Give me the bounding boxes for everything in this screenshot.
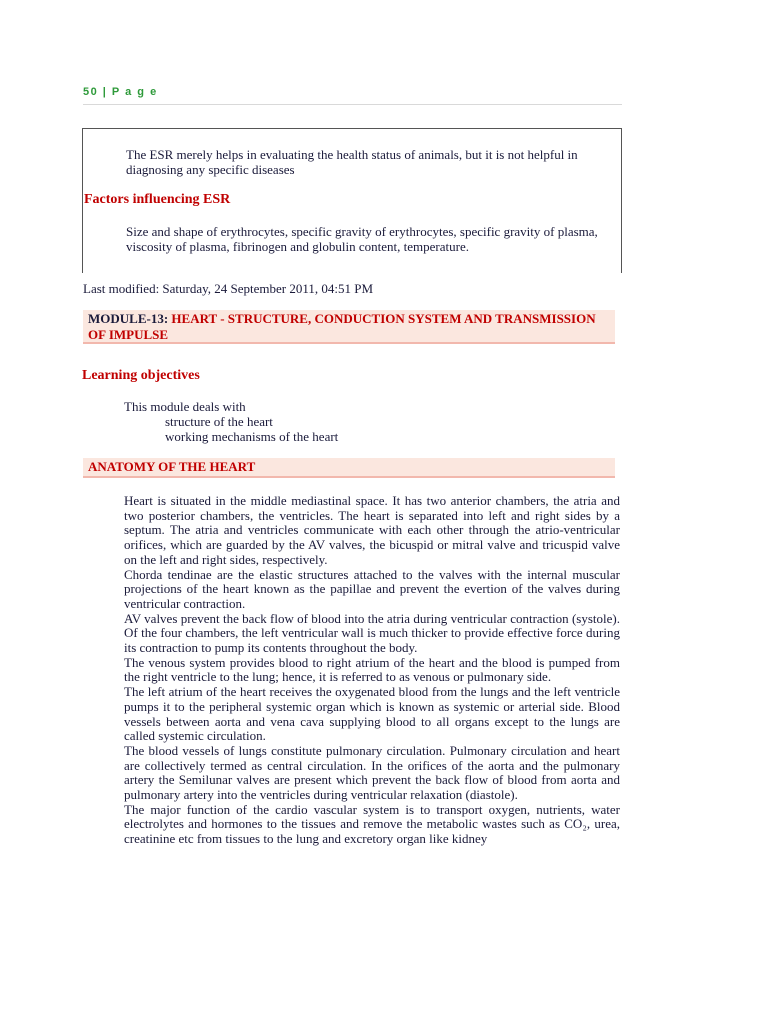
- body-paragraph: The venous system provides blood to right atrium of the heart and the blood is pumped from the right ventricle to the lung; hence, it is referred to as venous or pulmonary side.: [124, 654, 620, 685]
- esr-info-box: [82, 128, 622, 273]
- last-modified: Last modified: Saturday, 24 September 2011, 04:51 PM: [83, 281, 374, 296]
- body-paragraph: The blood vessels of lungs constitute pulmonary circulation. Pulmonary circulation and heart are collectively termed as central circulation. In the orifices of the aorta and the pulmonary artery the Semilunar valves are present which prevent the back flow of blood from aorta and pulmonary artery into the ventricles during ventricular relaxation (diastole).: [124, 742, 620, 803]
- module-title: HEART - STRUCTURE, CONDUCTION SYSTEM AND TRANSMISSION OF IMPULSE: [88, 311, 596, 342]
- anatomy-body: [124, 494, 620, 847]
- page-number-header: 50 | P a g e: [83, 86, 622, 105]
- esr-paragraph: The ESR merely helps in evaluating the health status of animals, but it is not helpful in diagnosing any specific diseases: [126, 147, 578, 177]
- body-paragraph: AV valves prevent the back flow of blood into the atria during ventricular contraction (systole). Of the four chambers, the left ventricular wall is much thicker to provide effective force during its contraction to pump its contents throughout the body.: [124, 610, 620, 656]
- body-paragraph: The major function of the cardio vascular system is to transport oxygen, nutrients, water electrolytes and hormones to the tissues and remove the metabolic wastes such as CO₂, urea, creatinine etc from tissues to the lung and excretory organ like kidney: [124, 801, 620, 847]
- module-title-band: [83, 310, 615, 344]
- factors-heading: Factors influencing ESR: [84, 192, 231, 207]
- learning-objectives-heading: Learning objectives: [82, 368, 200, 383]
- objective-item: working mechanisms of the heart: [165, 429, 339, 444]
- anatomy-heading: ANATOMY OF THE HEART: [83, 458, 615, 478]
- factors-paragraph: Size and shape of erythrocytes, specific gravity of erythrocytes, specific gravity of plasma, viscosity of plasma, fibrinogen and globulin content, temperature.: [126, 224, 598, 254]
- objective-item: structure of the heart: [165, 414, 273, 429]
- body-paragraph: Chorda tendinae are the elastic structures attached to the valves with the internal muscular projections of the heart known as the papillae and prevent the evertion of the valves during ventricular contraction.: [124, 566, 620, 611]
- module-label: MODULE-13:: [88, 311, 172, 326]
- body-paragraph: Heart is situated in the middle mediastinal space. It has two anterior chambers, the atria and two posterior chambers, the ventricles. The heart is separated into left and right sides by a septum. The atria and ventricles communicate with each other through the atrio-ventricular orifices, which are guarded by the AV valves, the bicuspid or mitral valve and tricuspid valve on the left and right sides, respectively.: [124, 493, 620, 567]
- learning-objectives-list: [124, 399, 338, 444]
- learning-intro: This module deals with: [124, 399, 246, 414]
- body-paragraph: The left atrium of the heart receives the oxygenated blood from the lungs and the left ventricle pumps it to the peripheral systemic organ which is known as systemic or arterial side. Blood vessels between aorta and vena cava supplying blood to all organs except to the lungs are called systemic circulation.: [124, 684, 620, 744]
